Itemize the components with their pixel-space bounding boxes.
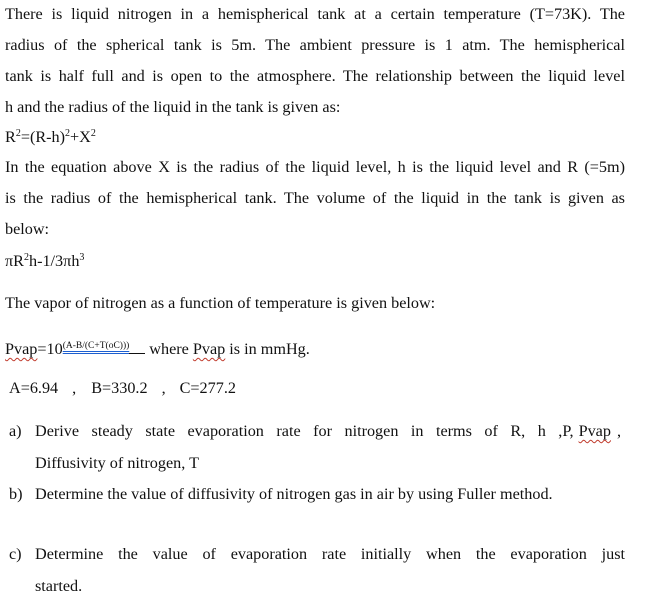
paragraph1-line1: There is liquid nitrogen in a hemispherical tank at a certain temperature (T=73K). The xyxy=(5,5,625,23)
question-c-line1: Determine the value of evaporation rate initially when the evaporation just xyxy=(35,545,625,563)
eq3-underline xyxy=(129,352,145,354)
eq2-r-exponent: 2 xyxy=(23,252,29,263)
question-a-line2: Diffusivity of nitrogen, T xyxy=(35,454,199,472)
eq2-pi-r: πR xyxy=(5,252,24,270)
constant-b: B=330.2 xyxy=(91,379,148,397)
equation-vapor-pressure xyxy=(5,336,625,359)
question-a-line1 xyxy=(35,421,621,441)
eq1-x: +X xyxy=(70,128,91,146)
eq3-pvap: Pvap xyxy=(5,340,38,358)
eq1-r: R xyxy=(5,128,16,146)
eq3-where: where xyxy=(149,340,189,358)
equation-volume xyxy=(5,251,625,271)
eq3-equals-ten: =10 xyxy=(37,340,63,358)
question-a-label: a) xyxy=(9,422,22,440)
question-b-line1: Determine the value of diffusivity of nitrogen gas in air by using Fuller method. xyxy=(35,485,553,503)
paragraph1-line3: tank is half full and is open to the atmosphere. The relationship between the liquid level xyxy=(5,67,625,85)
eq2-h-exponent: 3 xyxy=(79,252,85,263)
paragraph1-line4: h and the radius of the liquid in the tank is given as: xyxy=(5,98,341,116)
paragraph1-line2: radius of the spherical tank is 5m. The ambient pressure is 1 atm. The hemispherical xyxy=(5,36,625,54)
equation-radius-relation xyxy=(5,127,625,147)
constant-c: C=277.2 xyxy=(179,379,236,397)
paragraph3-line1: The vapor of nitrogen as a function of temperature is given below: xyxy=(5,294,436,312)
paragraph2-line2: is the radius of the hemispherical tank. The volume of the liquid in the tank is given as xyxy=(5,189,625,207)
eq2-h-term: h-1/3πh xyxy=(28,252,80,270)
question-a-pvap: Pvap xyxy=(578,422,611,440)
constant-sep2: , xyxy=(161,379,166,397)
eq3-tail: is in mmHg. xyxy=(229,340,310,358)
paragraph2-line3: below: xyxy=(5,220,50,238)
question-b-label: b) xyxy=(9,485,23,503)
eq1-rh-exponent: 2 xyxy=(65,128,71,139)
eq1-x-exponent: 2 xyxy=(90,128,96,139)
question-a-comma: , xyxy=(616,422,621,440)
constant-sep1: , xyxy=(72,379,77,397)
eq3-exponent: (A-B/(C+T(oC))) xyxy=(62,341,130,351)
eq1-rh: =(R-h) xyxy=(20,128,66,146)
question-c-label: c) xyxy=(9,545,22,563)
question-c-line2: started. xyxy=(35,577,83,595)
paragraph2-line1: In the equation above X is the radius of the liquid level, h is the liquid level and R (=5m) xyxy=(5,158,625,176)
constant-a: A=6.94 xyxy=(9,379,59,397)
eq1-r-exponent: 2 xyxy=(15,128,21,139)
question-a-line1-text: Derive steady state evaporation rate for nitrogen in terms of R, h ,P, xyxy=(35,422,574,440)
eq3-pvap2: Pvap xyxy=(192,340,226,358)
constants-line xyxy=(9,378,629,398)
